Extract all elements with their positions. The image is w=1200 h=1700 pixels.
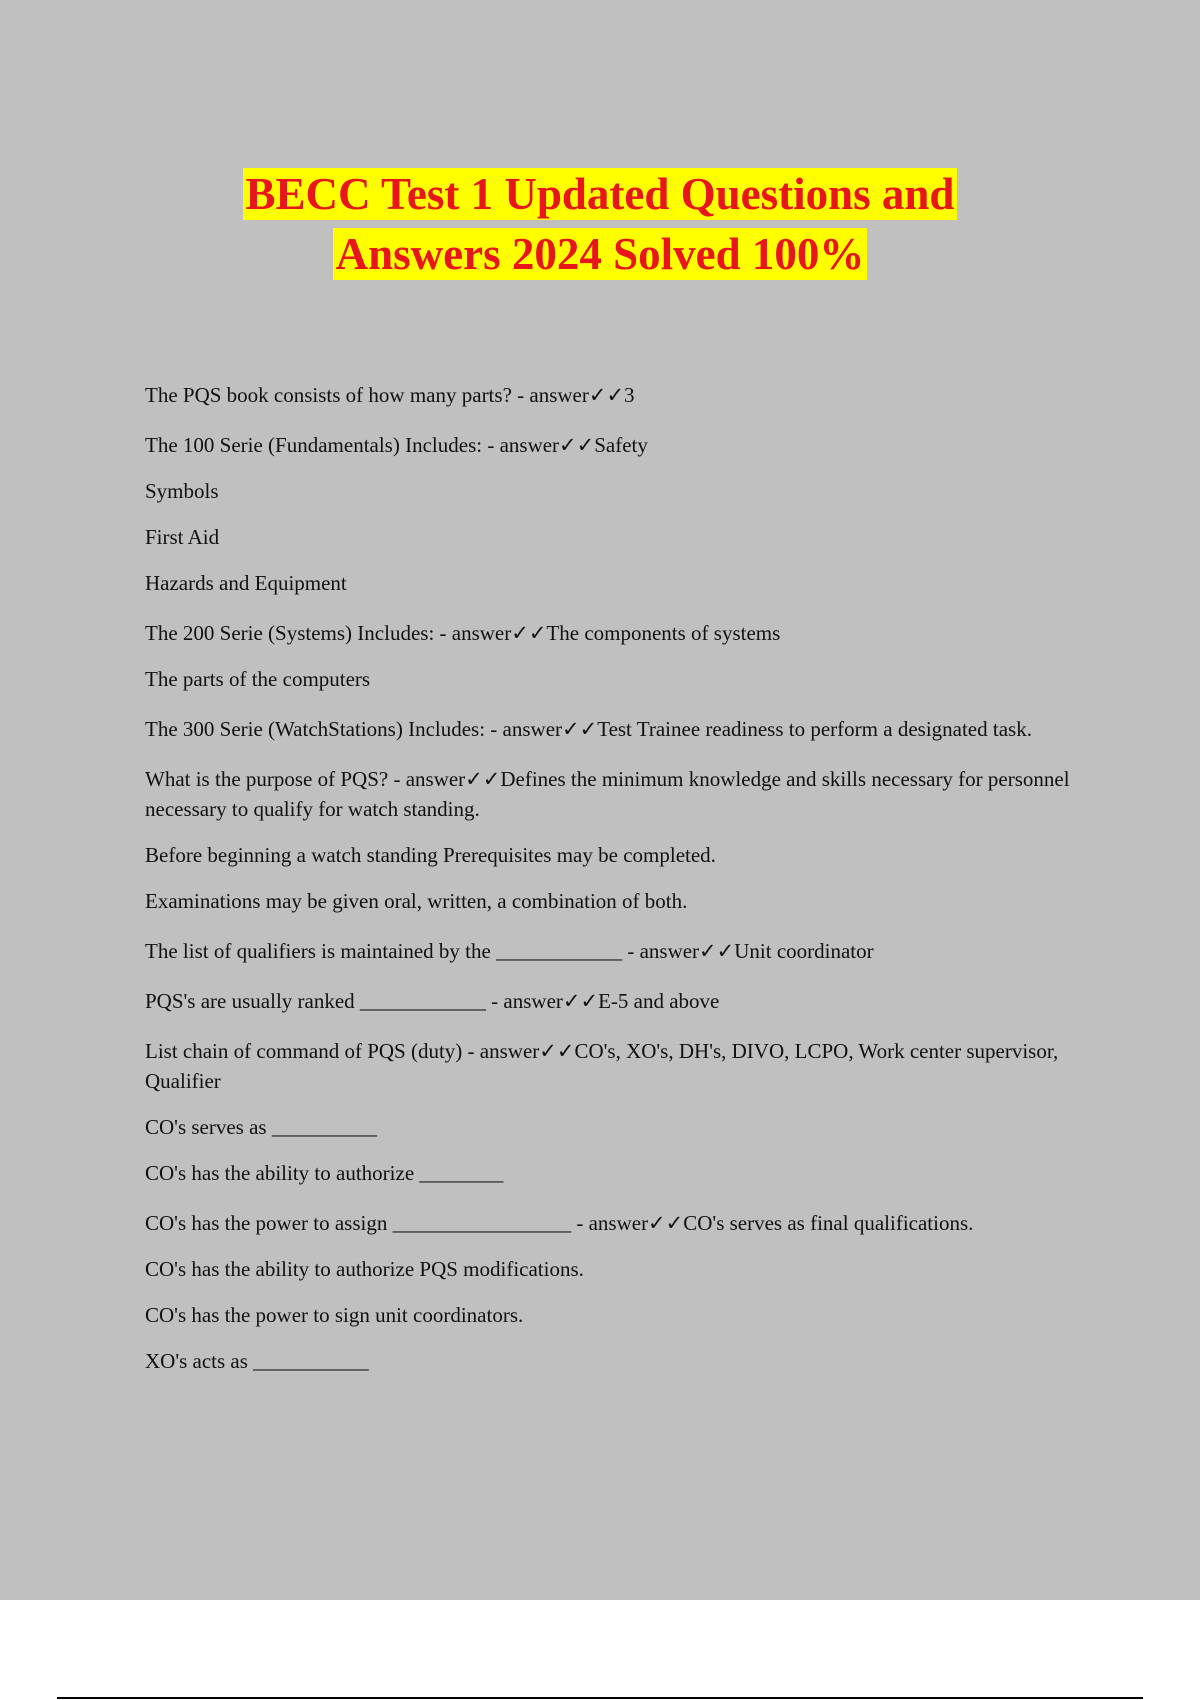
text-line-6: The 200 Serie (Systems) Includes: - answer✓✓The components of systems	[145, 621, 781, 645]
text-line-14: List chain of command of PQS (duty) - answer✓✓CO's, XO's, DH's, DIVO, LCPO, Work center supervisor, Qualifier	[145, 1039, 1059, 1093]
footer-divider	[57, 1697, 1143, 1699]
text-line-16: CO's has the ability to authorize ________	[145, 1161, 504, 1185]
text-line-10: Before beginning a watch standing Prerequisites may be completed.	[145, 843, 716, 867]
text-line-19: CO's has the power to sign unit coordinators.	[145, 1303, 524, 1327]
title-line-1: BECC Test 1 Updated Questions and	[243, 168, 958, 220]
text-line-17: CO's has the power to assign _________________ - answer✓✓CO's serves as final qualifications.	[145, 1211, 974, 1235]
text-line-7: The parts of the computers	[145, 667, 371, 691]
text-line-9: What is the purpose of PQS? - answer✓✓Defines the minimum knowledge and skills necessary for personnel necessary to qualify for watch standing.	[145, 767, 1070, 821]
text-line-8: The 300 Serie (WatchStations) Includes: - answer✓✓Test Trainee readiness to perform a designated task.	[145, 717, 1032, 741]
text-line-18: CO's has the ability to authorize PQS modifications.	[145, 1257, 584, 1281]
text-line-2: The 100 Serie (Fundamentals) Includes: - answer✓✓Safety	[145, 433, 648, 457]
text-line-4: First Aid	[145, 525, 220, 549]
title-line-2: Answers 2024 Solved 100%	[333, 228, 868, 280]
text-line-11: Examinations may be given oral, written, a combination of both.	[145, 889, 688, 913]
text-line-3: Symbols	[145, 479, 219, 503]
text-line-12: The list of qualifiers is maintained by the ____________ - answer✓✓Unit coordinator	[145, 939, 874, 963]
text-line-15: CO's serves as __________	[145, 1115, 377, 1139]
text-line-5: Hazards and Equipment	[145, 571, 347, 595]
document-title	[0, 168, 1200, 288]
text-line-20: XO's acts as ___________	[145, 1349, 369, 1373]
text-line-13: PQS's are usually ranked ____________ - answer✓✓E-5 and above	[145, 989, 720, 1013]
text-line-1: The PQS book consists of how many parts? - answer✓✓3	[145, 383, 635, 407]
document-body	[145, 380, 1095, 1376]
